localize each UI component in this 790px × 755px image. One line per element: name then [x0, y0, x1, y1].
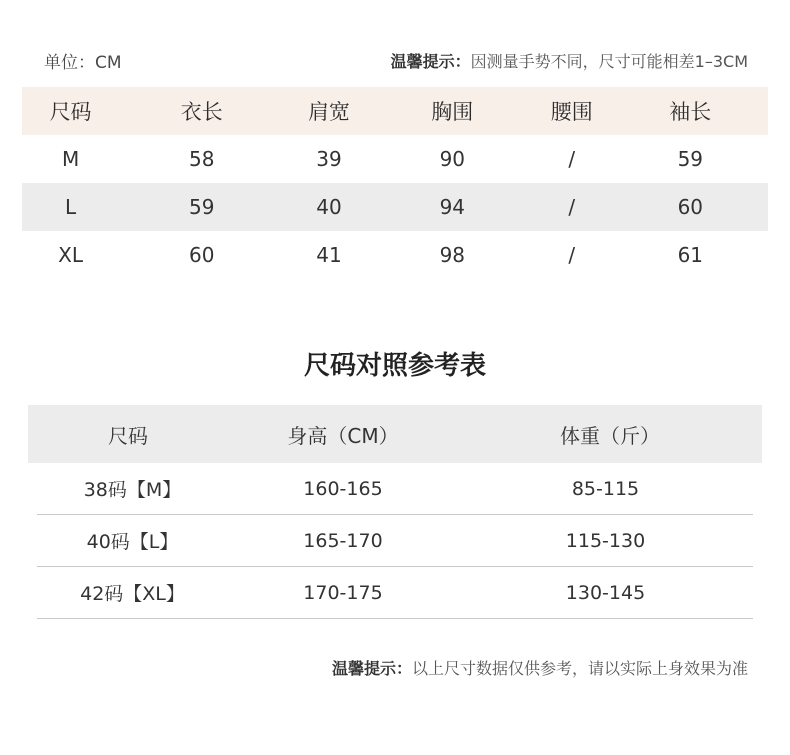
- table-cell: 165-170: [303, 529, 383, 552]
- header-cell-sleeve: 袖长: [669, 100, 712, 124]
- table-cell: 40: [316, 195, 342, 219]
- table-cell: 85-115: [571, 477, 640, 500]
- header-cell-waist: 腰围: [550, 100, 593, 124]
- table-cell: L: [64, 195, 77, 219]
- table-cell: 170-175: [303, 581, 383, 604]
- top-info-bar: [44, 44, 748, 74]
- table-cell: 59: [677, 147, 704, 171]
- table-cell: /: [568, 147, 576, 171]
- tip-heading: 温馨提示：: [390, 52, 471, 71]
- table-cell: 40码【L】: [86, 531, 179, 553]
- table-cell: 160-165: [303, 477, 383, 500]
- table-cell: 41: [316, 243, 342, 267]
- size-table-header: [22, 87, 768, 135]
- table-cell: M: [61, 147, 80, 171]
- table-cell: 60: [677, 195, 704, 219]
- table-row: [37, 515, 753, 567]
- table-row: [37, 567, 753, 619]
- table-cell: 115-130: [565, 529, 646, 552]
- header-cell-size: 尺码: [49, 100, 92, 124]
- table-cell: 130-145: [565, 581, 646, 604]
- table-row: [22, 135, 768, 183]
- table-cell: /: [568, 243, 576, 267]
- reference-tip: [332, 656, 748, 679]
- table-row: [22, 183, 768, 231]
- table-cell: 90: [439, 147, 466, 171]
- header-cell-size: 尺码: [108, 423, 148, 448]
- header-cell-chest: 胸围: [431, 100, 474, 124]
- tip-text: 以上尺寸数据仅供参考，请以实际上身效果为准: [411, 659, 748, 678]
- table-cell: 98: [439, 243, 466, 267]
- header-cell-length: 衣长: [180, 100, 223, 124]
- reference-table-title: 尺码对照参考表: [303, 351, 486, 381]
- table-cell: 42码【XL】: [80, 583, 185, 605]
- size-table: [22, 87, 768, 279]
- tip-text: 因测量手势不同，尺寸可能相差1–3CM: [470, 52, 748, 71]
- table-cell: 94: [439, 195, 466, 219]
- reference-table: [28, 405, 762, 619]
- table-cell: 38码【M】: [83, 479, 182, 501]
- table-row: [22, 231, 768, 279]
- table-row: [37, 463, 753, 515]
- table-cell: XL: [58, 243, 83, 267]
- measurement-tip: [391, 49, 748, 72]
- table-cell: 61: [677, 243, 704, 267]
- unit-label: 单位：CM: [44, 53, 122, 73]
- table-cell: 39: [316, 147, 342, 171]
- table-cell: 59: [188, 195, 215, 219]
- header-cell-shoulder: 肩宽: [307, 100, 350, 124]
- table-cell: 58: [188, 147, 215, 171]
- reference-table-header: [28, 405, 762, 463]
- tip-heading: 温馨提示：: [331, 659, 412, 678]
- table-cell: /: [568, 195, 576, 219]
- table-cell: 60: [188, 243, 215, 267]
- header-cell-height: 身高（CM）: [287, 423, 399, 448]
- header-cell-weight: 体重（斤）: [560, 423, 660, 448]
